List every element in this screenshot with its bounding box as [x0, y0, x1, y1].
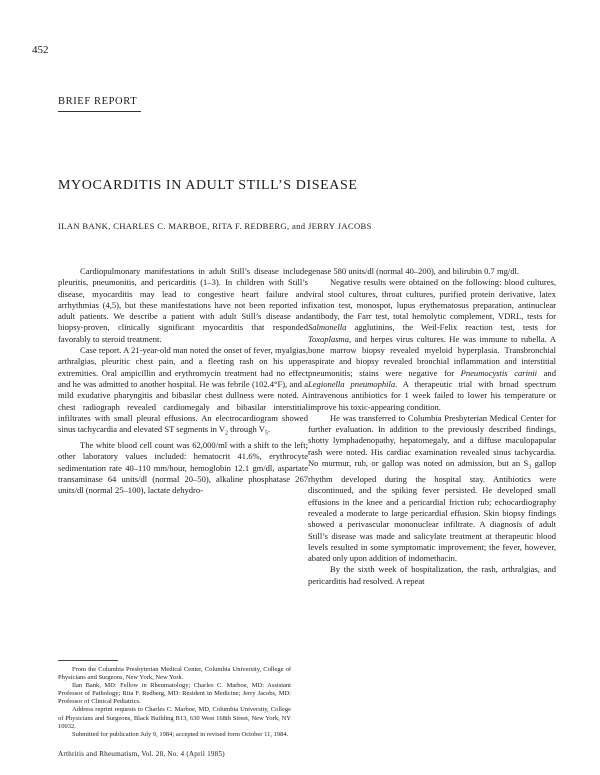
right-column	[308, 266, 556, 587]
negative-results-text-e: . A therapeutic trial with broad spectrum intravenous antibiotics for 1 week failed to lower his temperature or improve his toxic-appearing condition.	[308, 378, 556, 412]
journal-citation: Arthritis and Rheumatism, Vol. 28, No. 4 (April 1985)	[58, 750, 225, 758]
continued-paragraph: genase 580 units/dl (normal 40–200), and bilirubin 0.7 mg/dl.	[308, 266, 520, 276]
case-report-heading: Case report.	[80, 345, 122, 356]
intro-paragraph: Cardiopulmonary manifestations in adult Still’s disease include pleuritis, pneumonitis, and pericarditis (1–3). In children with Still’s disease, myocarditis may lead to congestive heart failure and arrhythmias (4,5), but these manifestations have not been reported in adult patients. We describe a patient with adult Still’s disease and biopsy-proven, clinically significant myocarditis that responded favorably to steroid treatment.	[58, 266, 308, 344]
organism-pneumocystis: Pneumocystis carinii	[460, 367, 538, 378]
negative-results-text-b: agglutinins, the Weil-Felix reaction test, tests for	[346, 322, 556, 333]
footnote-affiliation: From the Columbia Presbyterian Medical Center, Columbia University, College of Physicians and Surgeons, New York, New York.	[58, 666, 291, 682]
organism-salmonella: Salmonella	[308, 322, 347, 333]
organism-toxoplasma: Toxoplasma	[308, 333, 350, 344]
case-report-text-mid: through V	[228, 424, 265, 435]
page-number: 452	[32, 44, 49, 56]
lead-subscript-2: 5	[264, 430, 268, 437]
case-report-text-end: .	[267, 424, 271, 435]
article-title: MYOCARDITIS IN ADULT STILL’S DISEASE	[58, 178, 358, 193]
lead-subscript-1: 2	[225, 430, 229, 437]
gallop-subscript: 3	[528, 464, 532, 471]
negative-results-text-d: and	[537, 367, 556, 378]
lab-values-paragraph: The white blood cell count was 62,000/ml with a shift to the left; other laboratory values included: hematocrit 41.6%, erythrocyte sedimentation rate 40–110 mm/hour, hemoglobin 12.1 gm/dl, aspartate transaminase 64 units/dl (normal 20–50), alkaline phosphatase 267 units/dl (normal 25–100), lactate dehydro-	[58, 440, 308, 496]
organism-legionella: Legionella pneumophila	[308, 378, 396, 389]
transfer-text-b: gallop rhythm developed during the hospital stay. Antibiotics were discontinued, and the spiking fever persisted. He developed small effusions in the knee and a pericardial friction rub; echocardiography revealed a moderate to large pericardial effusion. Skin biopsy findings showed a perivascular mononuclear infiltrate. A diagnosis of adult Still’s disease was made and salicylate treatment at therapeutic blood levels resulted in some symptomatic improvement; the fever, however, abated only upon addition of indomethacin.	[308, 458, 557, 564]
footnote-author-roles: Ilan Bank, MD: Fellow in Rheumatology; Charles C. Marboe, MD: Assistant Professor of Pathology; Rita F. Redberg, MD: Resident in Medicine; Jerry Jacobs, MD: Professor of Clinical Pediatrics.	[58, 682, 291, 706]
section-label-text: BRIEF REPORT	[58, 96, 138, 107]
negative-results-text-a: Negative results were obtained on the following: blood cultures, viral stool cultures, throat cultures, purified protein derivative, latex fixation test, monospot, lupus erythematosus preparation, antinuclear antibody, the Farr test, total hemolytic complement, VDRL, tests for	[308, 277, 556, 322]
sixth-week-paragraph: By the sixth week of hospitalization, the rash, arthralgias, and pericarditis had resolved. A repeat	[308, 564, 556, 586]
case-report-paragraph	[58, 345, 308, 440]
transfer-text-a: He was transferred to Columbia Presbyterian Medical Center for further evaluation. In addition to the previously described findings, shotty lymphadenopathy, hepatomegaly, and a diffuse maculopapular rash were noted. His cardiac examination revealed sinus tachycardia. No murmur, rub, or gallop was noted on admission, but an S	[308, 412, 556, 469]
footnote-submission-dates: Submitted for publication July 9, 1984; accepted in revised form October 11, 1984.	[72, 730, 289, 738]
left-column	[58, 266, 308, 497]
section-label	[58, 96, 137, 107]
section-label-underline	[58, 111, 141, 112]
footnote-rule	[58, 660, 118, 661]
negative-results-text-c: , and herpes virus cultures. He was immune to rubella. A bone marrow biopsy revealed myeloid hyperplasia. Transbronchial aspirate and biopsy revealed bronchial inflammation and interstitial pneumonitis; stains were negative for	[308, 333, 556, 378]
case-report-text: A 21-year-old man noted the onset of fever, myalgias, arthralgias, pleuritic chest pain, and a fleeting rash on his upper extremities. Oral ampicillin and erythromycin treatment had no effect and he was admitted to another hospital. He was febrile (102.4°F), and a mild exudative pharyngitis and bibasilar chest dullness were noted. A chest radiograph revealed cardiomegaly and bibasilar interstitial infiltrates with small pleural effusions. An electrocardiogram showed sinus tachycardia and elevated ST segments in V	[58, 345, 308, 435]
footnotes	[58, 660, 291, 739]
negative-results-paragraph	[308, 277, 556, 413]
author-list: ILAN BANK, CHARLES C. MARBOE, RITA F. REDBERG, and JERRY JACOBS	[58, 221, 372, 231]
transfer-paragraph	[308, 413, 556, 565]
footnote-reprint-address: Address reprint requests to Charles C. Marboe, MD, Columbia University, College of Physicians and Surgeons, Black Building B13, 630 West 168th Street, New York, NY 10032.	[58, 706, 291, 730]
